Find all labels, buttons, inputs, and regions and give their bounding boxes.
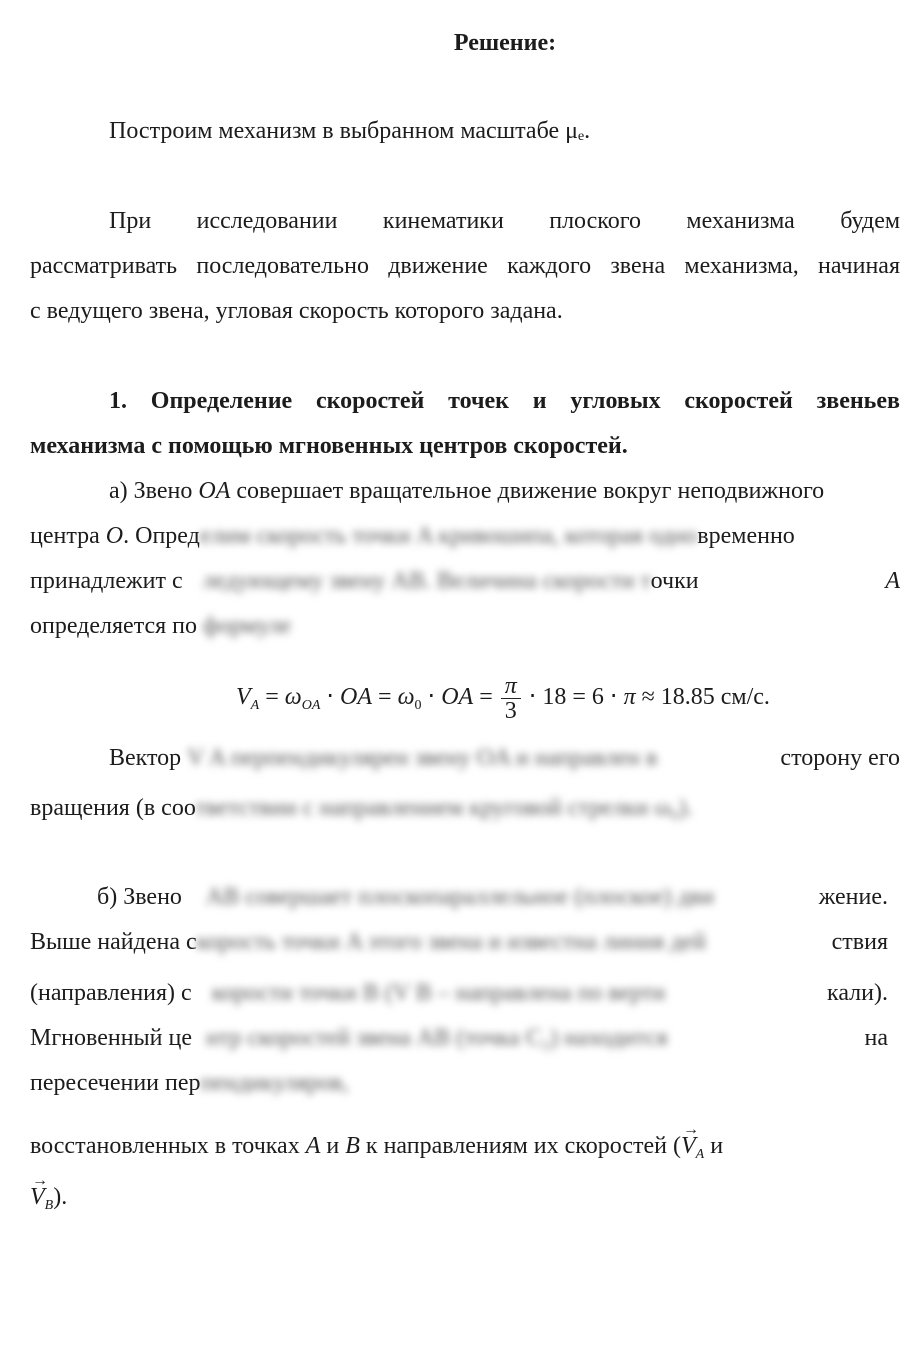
variable: OA: [441, 684, 474, 711]
operator: =: [259, 684, 285, 711]
fraction: [501, 674, 521, 723]
result: ≈ 18.85 см/с.: [635, 684, 770, 711]
para-b-line-2: [30, 925, 888, 959]
symbol-v: V: [236, 684, 251, 711]
text: совершает вращательное движение вокруг неподвижного: [230, 478, 825, 504]
variable: OA: [340, 684, 373, 711]
fraction-denominator: 3: [504, 698, 517, 724]
text: Вектор: [109, 745, 188, 771]
para-a-line-3: [30, 564, 900, 598]
text: (направления) с: [30, 980, 192, 1006]
operator: ⋅: [320, 684, 341, 711]
word: При: [109, 208, 152, 234]
text: сторону его: [780, 745, 900, 771]
para-a-line-2: [30, 519, 900, 553]
text: восстановленных в точках: [30, 1133, 306, 1159]
text: и: [704, 1133, 724, 1159]
symbol-omega: ω: [284, 684, 302, 711]
text: Выше найдена с: [30, 929, 197, 955]
blurred-text: тветствии с направлением круговой стрелки ω₀).: [195, 795, 693, 821]
text: ).: [53, 1184, 68, 1210]
variable: A: [885, 568, 900, 594]
text: б) Звено: [97, 884, 182, 910]
text: очки: [650, 568, 699, 594]
text: вращения (в соо: [30, 795, 196, 821]
text: пересечении пер: [30, 1070, 201, 1096]
fraction-numerator: π: [501, 674, 521, 699]
word: плоского: [549, 208, 641, 234]
text: Мгновенный це: [30, 1025, 193, 1051]
para-b-line-1: [97, 880, 888, 914]
symbol-omega: ω: [397, 684, 415, 711]
para-vector-line-2: [30, 791, 900, 825]
para-vector-line-1: [109, 741, 900, 775]
para-c-line-1: [30, 1129, 875, 1163]
paragraph-kinematics-line-1: [109, 204, 900, 238]
variable: O: [105, 523, 124, 549]
vector-symbol: → V: [30, 1180, 45, 1214]
blurred-text: пендикуляров,: [200, 1070, 349, 1096]
blurred-text: AB совершает плоскопараллельное (плоское) дви: [205, 884, 715, 910]
subscript: B: [44, 1198, 54, 1213]
subscript: A: [250, 698, 260, 714]
symbol-pi: π: [623, 684, 636, 711]
para-c-line-2: [30, 1180, 900, 1214]
operator: =: [473, 684, 499, 711]
blurred-text: формуле: [197, 613, 291, 639]
text: к направлениям их скоростей (: [359, 1133, 681, 1159]
text: ствия: [831, 929, 888, 955]
text: кали).: [827, 980, 888, 1006]
paragraph-kinematics-line-2: рассматривать последовательно движение каждого звена механизма, начиная: [30, 253, 900, 279]
word: кинематики: [382, 208, 504, 234]
text: . Опред: [123, 523, 200, 549]
operator: =: [372, 684, 398, 711]
word: механизма: [686, 208, 795, 234]
para-b-line-5: [30, 1066, 900, 1100]
variable: OA: [198, 478, 231, 504]
variable: B: [345, 1133, 360, 1159]
blurred-text: корости точки B (V B – направлена по верти: [211, 980, 666, 1006]
blurred-text: V A перпендикулярен звену OA и направлен в: [187, 745, 658, 771]
text: временно: [697, 523, 795, 549]
paragraph-scale: Построим механизм в выбранном масштабе μₑ.: [109, 118, 591, 144]
text: а) Звено: [109, 478, 199, 504]
section-heading-line-2: механизма с помощью мгновенных центров скоростей.: [30, 433, 628, 459]
text: на: [864, 1025, 888, 1051]
subscript: OA: [301, 698, 321, 714]
text: определяется по: [30, 613, 198, 639]
subscript: A: [695, 1147, 705, 1162]
para-b-line-3: [30, 976, 888, 1010]
subscript: 0: [414, 698, 422, 714]
operator: ⋅: [421, 684, 442, 711]
blurred-text: корость точки A этого звена и известна линия дей: [196, 929, 706, 955]
text: центра: [30, 523, 106, 549]
variable: A: [305, 1133, 321, 1159]
text: жение.: [818, 884, 888, 910]
para-b-line-4: [30, 1021, 888, 1055]
operator: ⋅ 18 = 6 ⋅: [522, 684, 624, 711]
blurred-text: ледующему звену AB. Величина скорости т: [202, 568, 651, 594]
section-heading-line-1: 1. Определение скоростей точек и угловых скоростей звеньев: [109, 388, 900, 414]
word: будем: [840, 208, 901, 234]
para-a-line-4: [30, 609, 900, 643]
word: исследовании: [196, 208, 338, 234]
blurred-text: нтр скоростей звена AB (точка C₂) находится: [206, 1025, 668, 1051]
para-a-line-1: [109, 474, 900, 508]
text: и: [320, 1133, 346, 1159]
vector-symbol: → V: [681, 1129, 696, 1163]
blurred-text: елим скорость точки A кривошипа, которая одно: [199, 523, 698, 549]
page-heading: Решение:: [453, 30, 557, 56]
paragraph-kinematics-line-3: с ведущего звена, угловая скорость которого задана.: [30, 298, 563, 324]
text: принадлежит с: [30, 568, 183, 594]
